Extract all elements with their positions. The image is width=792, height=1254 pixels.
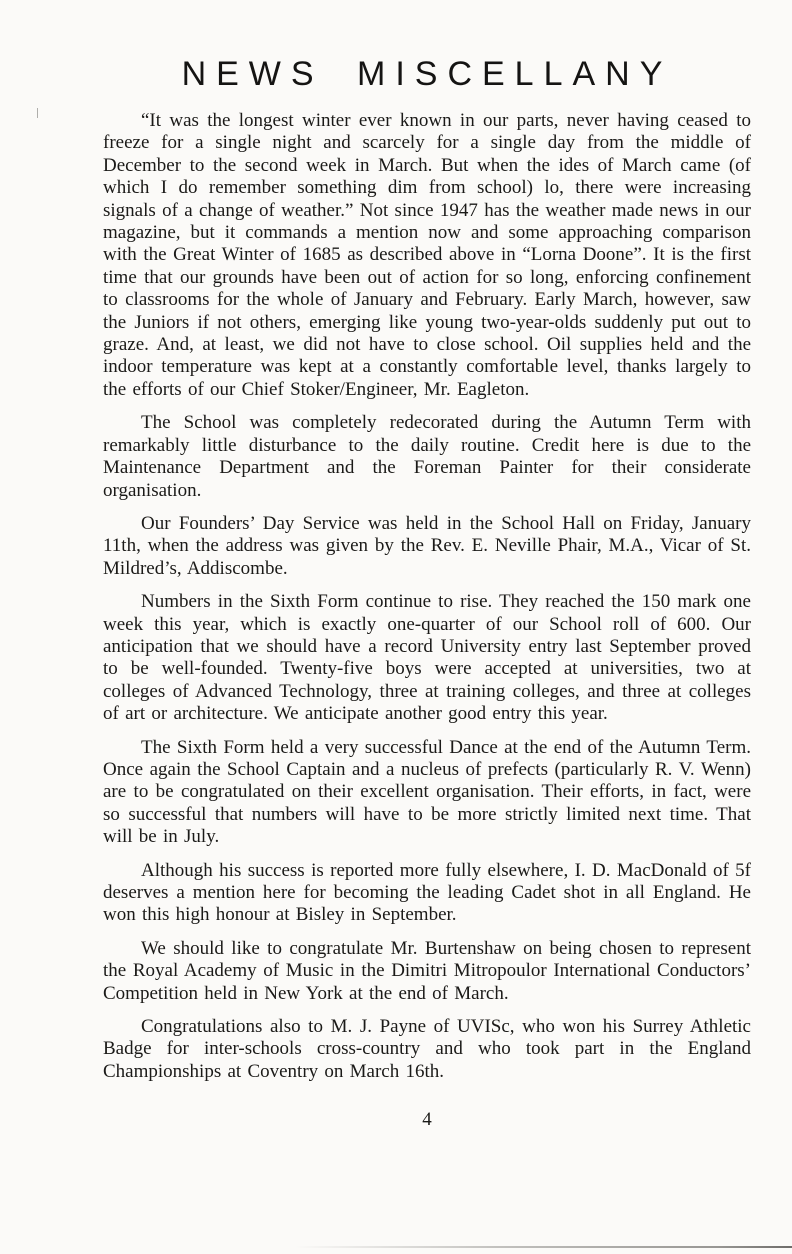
scan-artifact-left xyxy=(37,108,38,118)
text-column xyxy=(103,0,751,1131)
paragraph: Numbers in the Sixth Form continue to rise. They reached the 150 mark one week this year, which is exactly one-quarter of our School roll of 600. Our anticipation that we should have a record University entry last September proved to be well-founded. Twenty-five boys were accepted at universities, two at colleges of Advanced Technology, three at training colleges, and three at colleges of art or architecture. We anticipate another good entry this year. xyxy=(103,591,751,725)
scan-artifact-bottom xyxy=(295,1246,792,1248)
paragraph: Although his success is reported more fully elsewhere, I. D. MacDonald of 5f deserves a mention here for becoming the leading Cadet shot in all England. He won this high honour at Bisley in September. xyxy=(103,859,751,926)
paragraph: We should like to congratulate Mr. Burtenshaw on being chosen to represent the Royal Academy of Music in the Dimitri Mitropoulor International Conductors’ Competition held in New York at the end of March. xyxy=(103,937,751,1004)
paragraph: The School was completely redecorated during the Autumn Term with remarkably little disturbance to the daily routine. Credit here is due to the Maintenance Department and the Foreman Painter for their considerate organisation. xyxy=(103,412,751,501)
page-number: 4 xyxy=(422,1109,432,1131)
paragraph: The Sixth Form held a very successful Dance at the end of the Autumn Term. Once again the School Captain and a nucleus of prefects (particularly R. V. Wenn) are to be congratulated on their excellent organisation. Their efforts, in fact, were so successful that numbers will have to be more strictly limited next time. That will be in July. xyxy=(103,736,751,848)
paragraph: Congratulations also to M. J. Payne of UVISc, who won his Surrey Athletic Badge for inter-schools cross-country and who took part in the England Championships at Coventry on March 16th. xyxy=(103,1016,751,1082)
paragraph: Our Founders’ Day Service was held in the School Hall on Friday, January 11th, when the address was given by the Rev. E. Neville Phair, M.A., Vicar of St. Mildred’s, Addiscombe. xyxy=(103,512,751,579)
article-body xyxy=(103,110,751,1083)
page-title: NEWS MISCELLANY xyxy=(181,55,673,93)
paragraph: “It was the longest winter ever known in our parts, never having ceased to freeze for a single night and scarcely for a single day from the middle of December to the second week in March. But when the ides of March came (of which I do remember something dim from school) lo, there were increasing signals of a change of weather.” Not since 1947 has the weather made news in our magazine, but it commands a mention now and some approaching comparison with the Great Winter of 1685 as described above in “Lorna Doone”. It is the first time that our grounds have been out of action for so long, enforcing confinement to classrooms for the whole of January and February. Early March, however, saw the Juniors if not others, emerging like young two-year-olds suddenly put out to graze. And, at least, we did not have to close school. Oil supplies held and the indoor temperature was kept at a constantly comfortable level, thanks largely to the efforts of our Chief Stoker/Engineer, Mr. Eagleton. xyxy=(103,110,751,400)
